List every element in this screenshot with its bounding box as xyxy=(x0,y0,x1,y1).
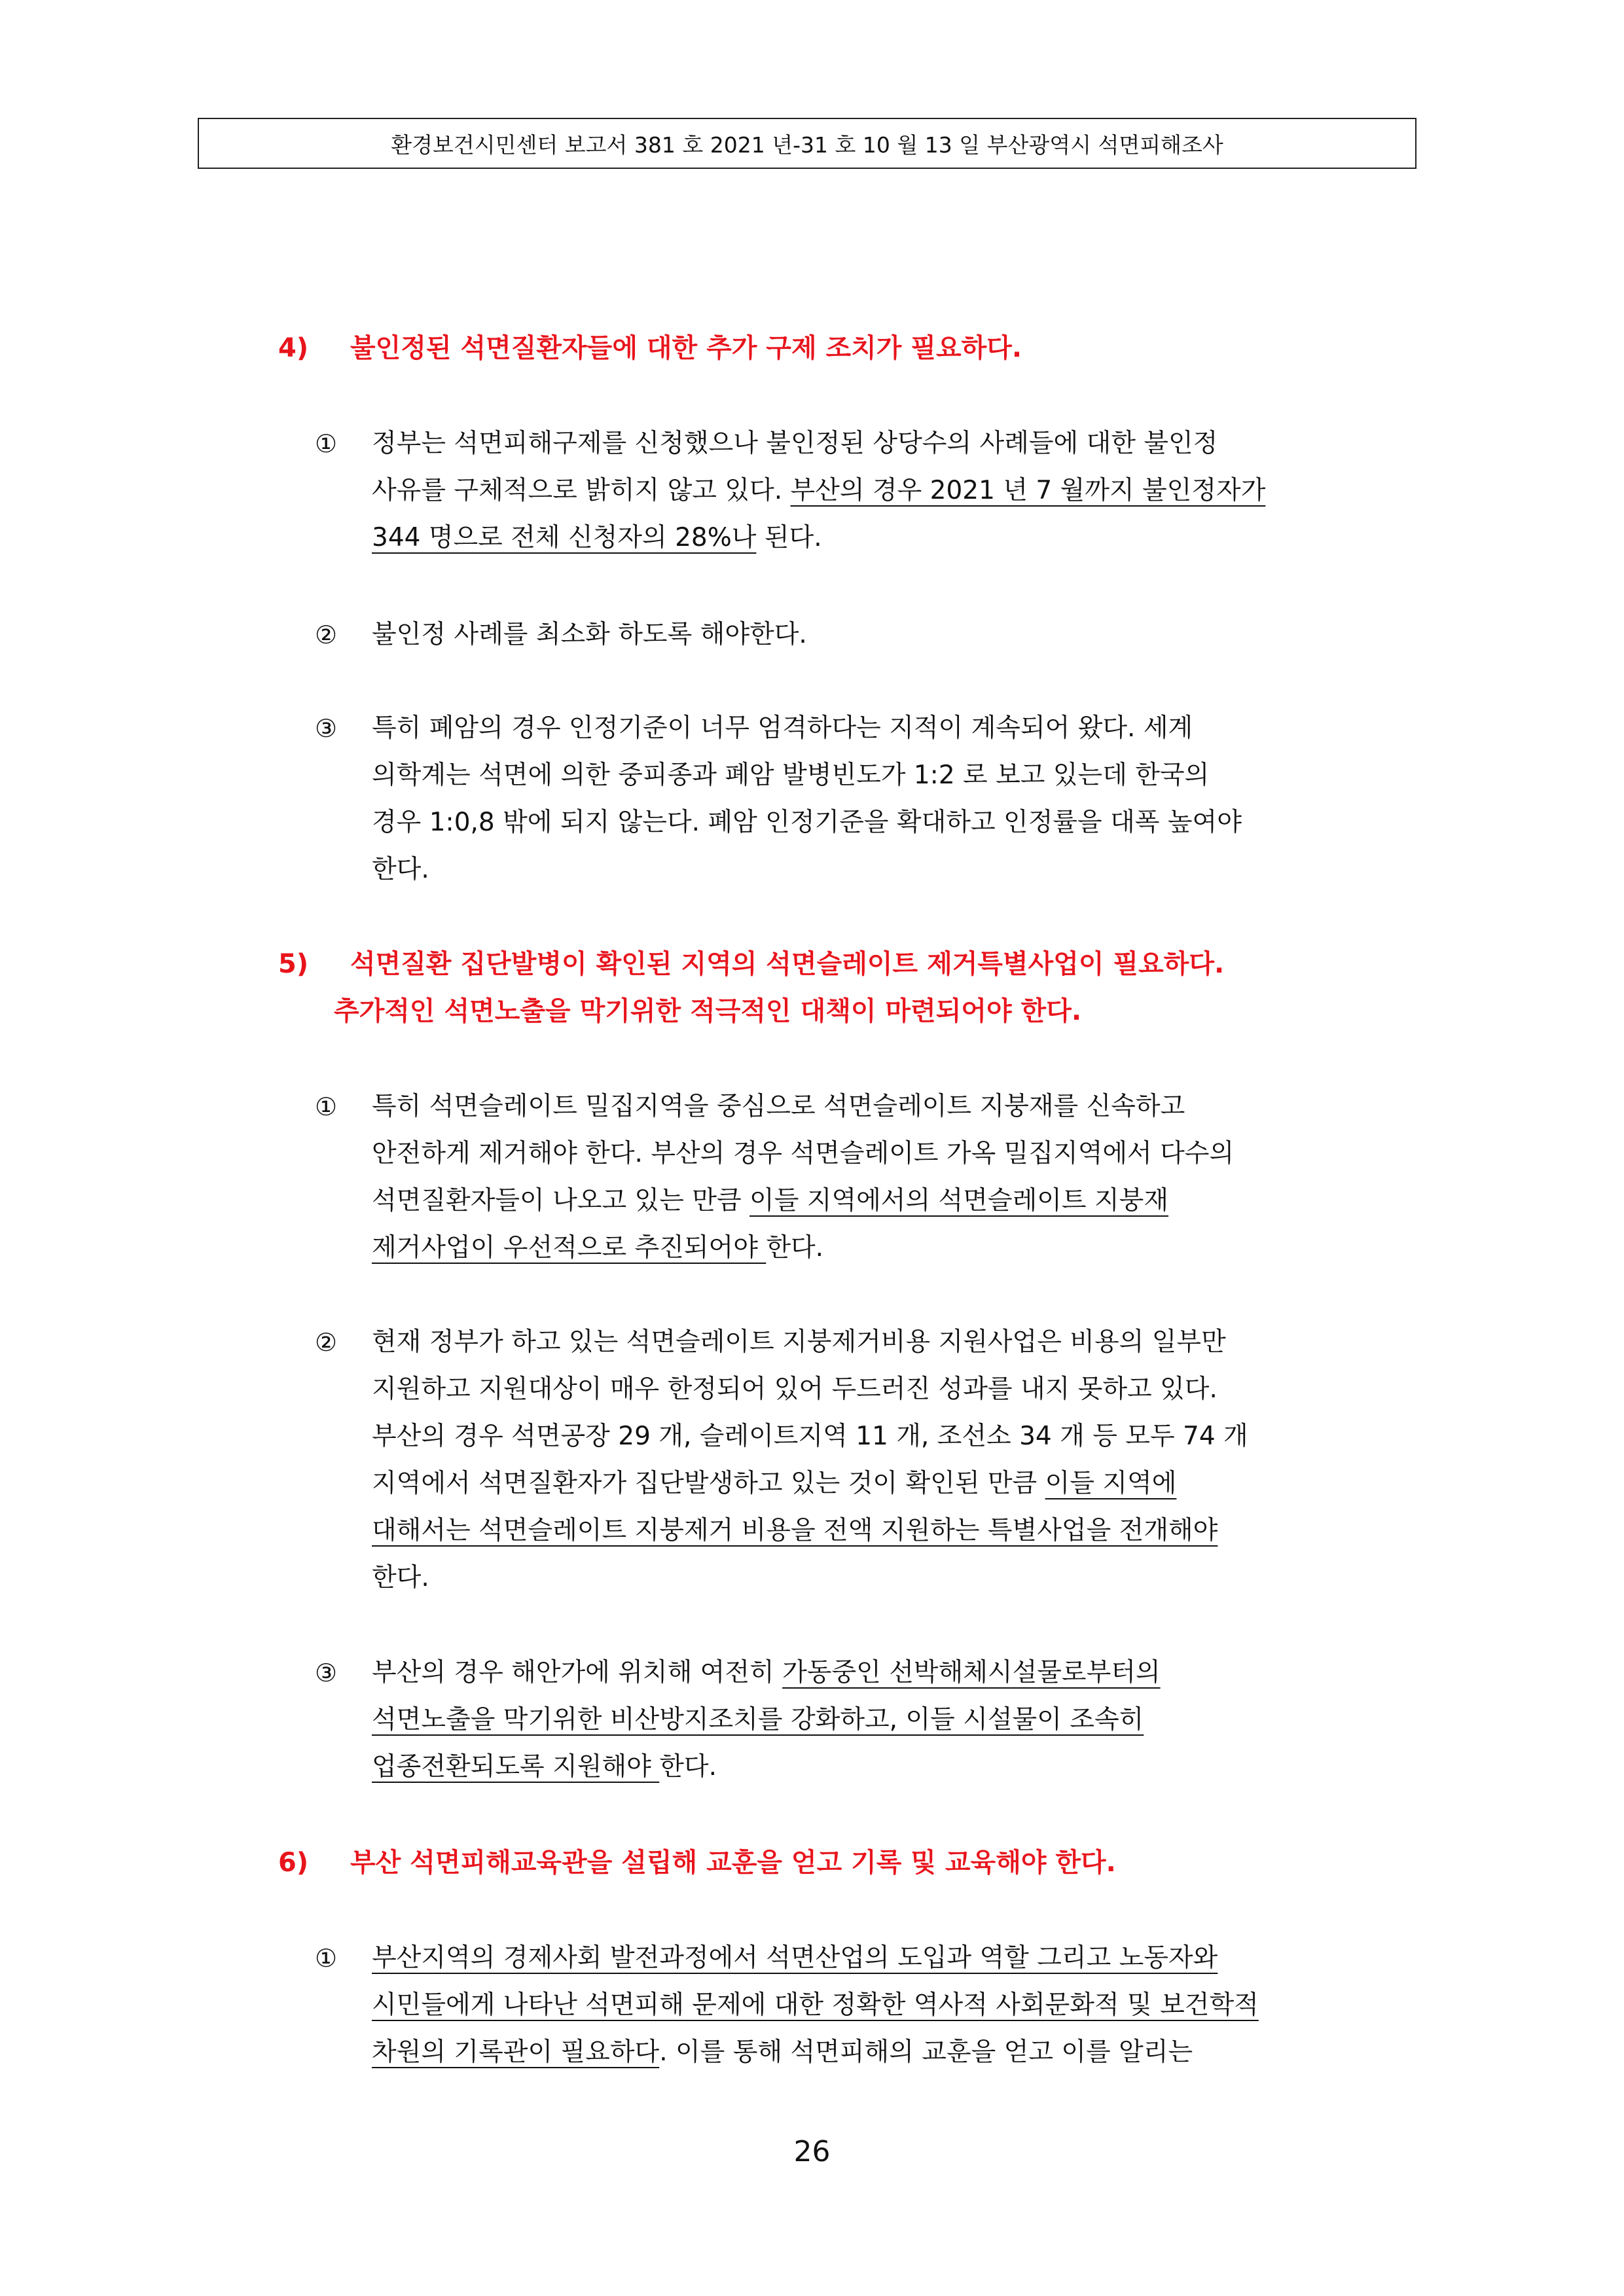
item-line xyxy=(372,611,807,658)
underlined-text-run: 부산지역의 경제사회 발전과정에서 석면산업의 도입과 역할 그리고 노동자와 xyxy=(372,1943,1218,1973)
item-line xyxy=(372,467,1265,514)
item-line xyxy=(372,752,1209,799)
item-line xyxy=(372,1319,1226,1366)
text-run: 석면질환자들이 나오고 있는 만큼 xyxy=(372,1186,750,1215)
section-title: 부산 석면피해교육관을 설립해 교훈을 얻고 기록 및 교육해야 한다. xyxy=(350,1848,1116,1878)
item-line xyxy=(372,1460,1176,1507)
text-run: . 이를 통해 석면피해의 교훈을 얻고 이를 알리는 xyxy=(659,2037,1193,2067)
underlined-text-run: 이들 지역에서의 석면슬레이트 지붕재 xyxy=(749,1186,1169,1215)
item-line xyxy=(372,420,1218,467)
text-run: 불인정 사례를 최소화 하도록 해야한다. xyxy=(372,620,807,649)
text-run: 한다. xyxy=(766,1233,824,1263)
section-number: 6) xyxy=(278,1848,309,1878)
section-title: 석면질환 집단발병이 확인된 지역의 석면슬레이트 제거특별사업이 필요하다. xyxy=(350,949,1225,979)
item-line xyxy=(372,1696,1144,1744)
underlined-text-run: 가동중인 선박해체시설물로부터의 xyxy=(782,1658,1161,1687)
text-run: 된다. xyxy=(756,523,822,552)
item-marker: ③ xyxy=(315,1659,338,1687)
underlined-text-run: 이들 지역에 xyxy=(1045,1469,1177,1498)
item-marker: ② xyxy=(315,1328,338,1357)
section-5-heading xyxy=(278,941,1456,1035)
text-run: 정부는 석면피해구제를 신청했으나 불인정된 상당수의 사례들에 대한 불인정 xyxy=(372,429,1218,458)
item-line xyxy=(372,1649,1161,1696)
underlined-text-run: 제거사업이 우선적으로 추진되어야 xyxy=(372,1233,767,1263)
text-run: 지원하고 지원대상이 매우 한정되어 있어 두드러진 성과를 내지 못하고 있다. xyxy=(372,1374,1218,1404)
text-run: 현재 정부가 하고 있는 석면슬레이트 지붕제거비용 지원사업은 비용의 일부만 xyxy=(372,1327,1226,1357)
underlined-text-run: 업종전환되도록 지원해야 xyxy=(372,1752,660,1782)
text-run: 의학계는 석면에 의한 중피종과 폐암 발병빈도가 1:2 로 보고 있는데 한국의 xyxy=(372,761,1210,790)
item-line xyxy=(372,1083,1185,1130)
section-number: 4) xyxy=(278,333,309,363)
text-run: 경우 1:0,8 밖에 되지 않는다. 폐암 인정기준을 확대하고 인정률을 대폭 높여야 xyxy=(372,808,1242,837)
section-6-heading xyxy=(278,1839,1456,1886)
report-header-text: 환경보건시민센터 보고서 381 호 2021 년-31 호 10 월 13 일 부산광역시 석면피해조사 xyxy=(391,132,1223,158)
item-line xyxy=(372,514,822,562)
item-marker: ① xyxy=(315,1944,338,1973)
item-line xyxy=(372,799,1242,846)
item-marker: ② xyxy=(315,620,338,649)
item-line xyxy=(372,1130,1234,1177)
item-line xyxy=(372,1177,1168,1225)
text-run: 지역에서 석면질환자가 집단발생하고 있는 것이 확인된 만큼 xyxy=(372,1469,1045,1498)
item-line xyxy=(372,1935,1218,1982)
text-run: 부산의 경우 석면공장 29 개, 슬레이트지역 11 개, 조선소 34 개 등 모두 74 개 xyxy=(372,1422,1248,1451)
underlined-text-run: 344 명으로 전체 신청자의 28%나 xyxy=(372,523,757,552)
section-title: 불인정된 석면질환자들에 대한 추가 구제 조치가 필요하다. xyxy=(350,333,1022,363)
underlined-text-run: 대해서는 석면슬레이트 지붕제거 비용을 전액 지원하는 특별사업을 전개해야 xyxy=(372,1516,1218,1545)
section-4-heading xyxy=(278,325,1456,372)
section-title-continued: 추가적인 석면노출을 막기위한 적극적인 대책이 마련되어야 한다. xyxy=(334,996,1082,1026)
underlined-text-run: 부산의 경우 2021 년 7 월까지 불인정자가 xyxy=(790,476,1266,505)
text-run: 안전하게 제거해야 한다. 부산의 경우 석면슬레이트 가옥 밀집지역에서 다수의 xyxy=(372,1139,1235,1168)
underlined-text-run: 석면노출을 막기위한 비산방지조치를 강화하고, 이들 시설물이 조속히 xyxy=(372,1705,1144,1734)
item-line xyxy=(372,1507,1218,1554)
item-line xyxy=(372,1225,823,1272)
section-number: 5) xyxy=(278,949,309,979)
underlined-text-run: 차원의 기록관이 필요하다 xyxy=(372,2037,660,2067)
item-marker: ① xyxy=(315,429,338,458)
report-header xyxy=(198,118,1416,169)
item-line xyxy=(372,846,429,893)
item-line xyxy=(372,1413,1248,1460)
text-run: 특히 폐암의 경우 인정기준이 너무 엄격하다는 지적이 계속되어 왔다. 세계 xyxy=(372,713,1193,743)
item-marker: ① xyxy=(315,1092,338,1121)
item-line xyxy=(372,1366,1218,1413)
item-line xyxy=(372,705,1193,752)
item-line xyxy=(372,1744,717,1791)
item-line xyxy=(372,1982,1259,2029)
item-marker: ③ xyxy=(315,714,338,743)
text-run: 한다. xyxy=(659,1752,717,1782)
text-run: 부산의 경우 해안가에 위치해 여전히 xyxy=(372,1658,783,1687)
text-run: 한다. xyxy=(372,1563,429,1592)
text-run: 사유를 구체적으로 밝히지 않고 있다. xyxy=(372,476,791,505)
underlined-text-run: 시민들에게 나타난 석면피해 문제에 대한 정확한 역사적 사회문화적 및 보건학적 xyxy=(372,1990,1259,2020)
item-line xyxy=(372,2029,1193,2076)
text-run: 특히 석면슬레이트 밀집지역을 중심으로 석면슬레이트 지붕재를 신속하고 xyxy=(372,1092,1185,1121)
item-line xyxy=(372,1554,429,1602)
text-run: 한다. xyxy=(372,855,429,884)
page-number: 26 xyxy=(793,2135,831,2168)
